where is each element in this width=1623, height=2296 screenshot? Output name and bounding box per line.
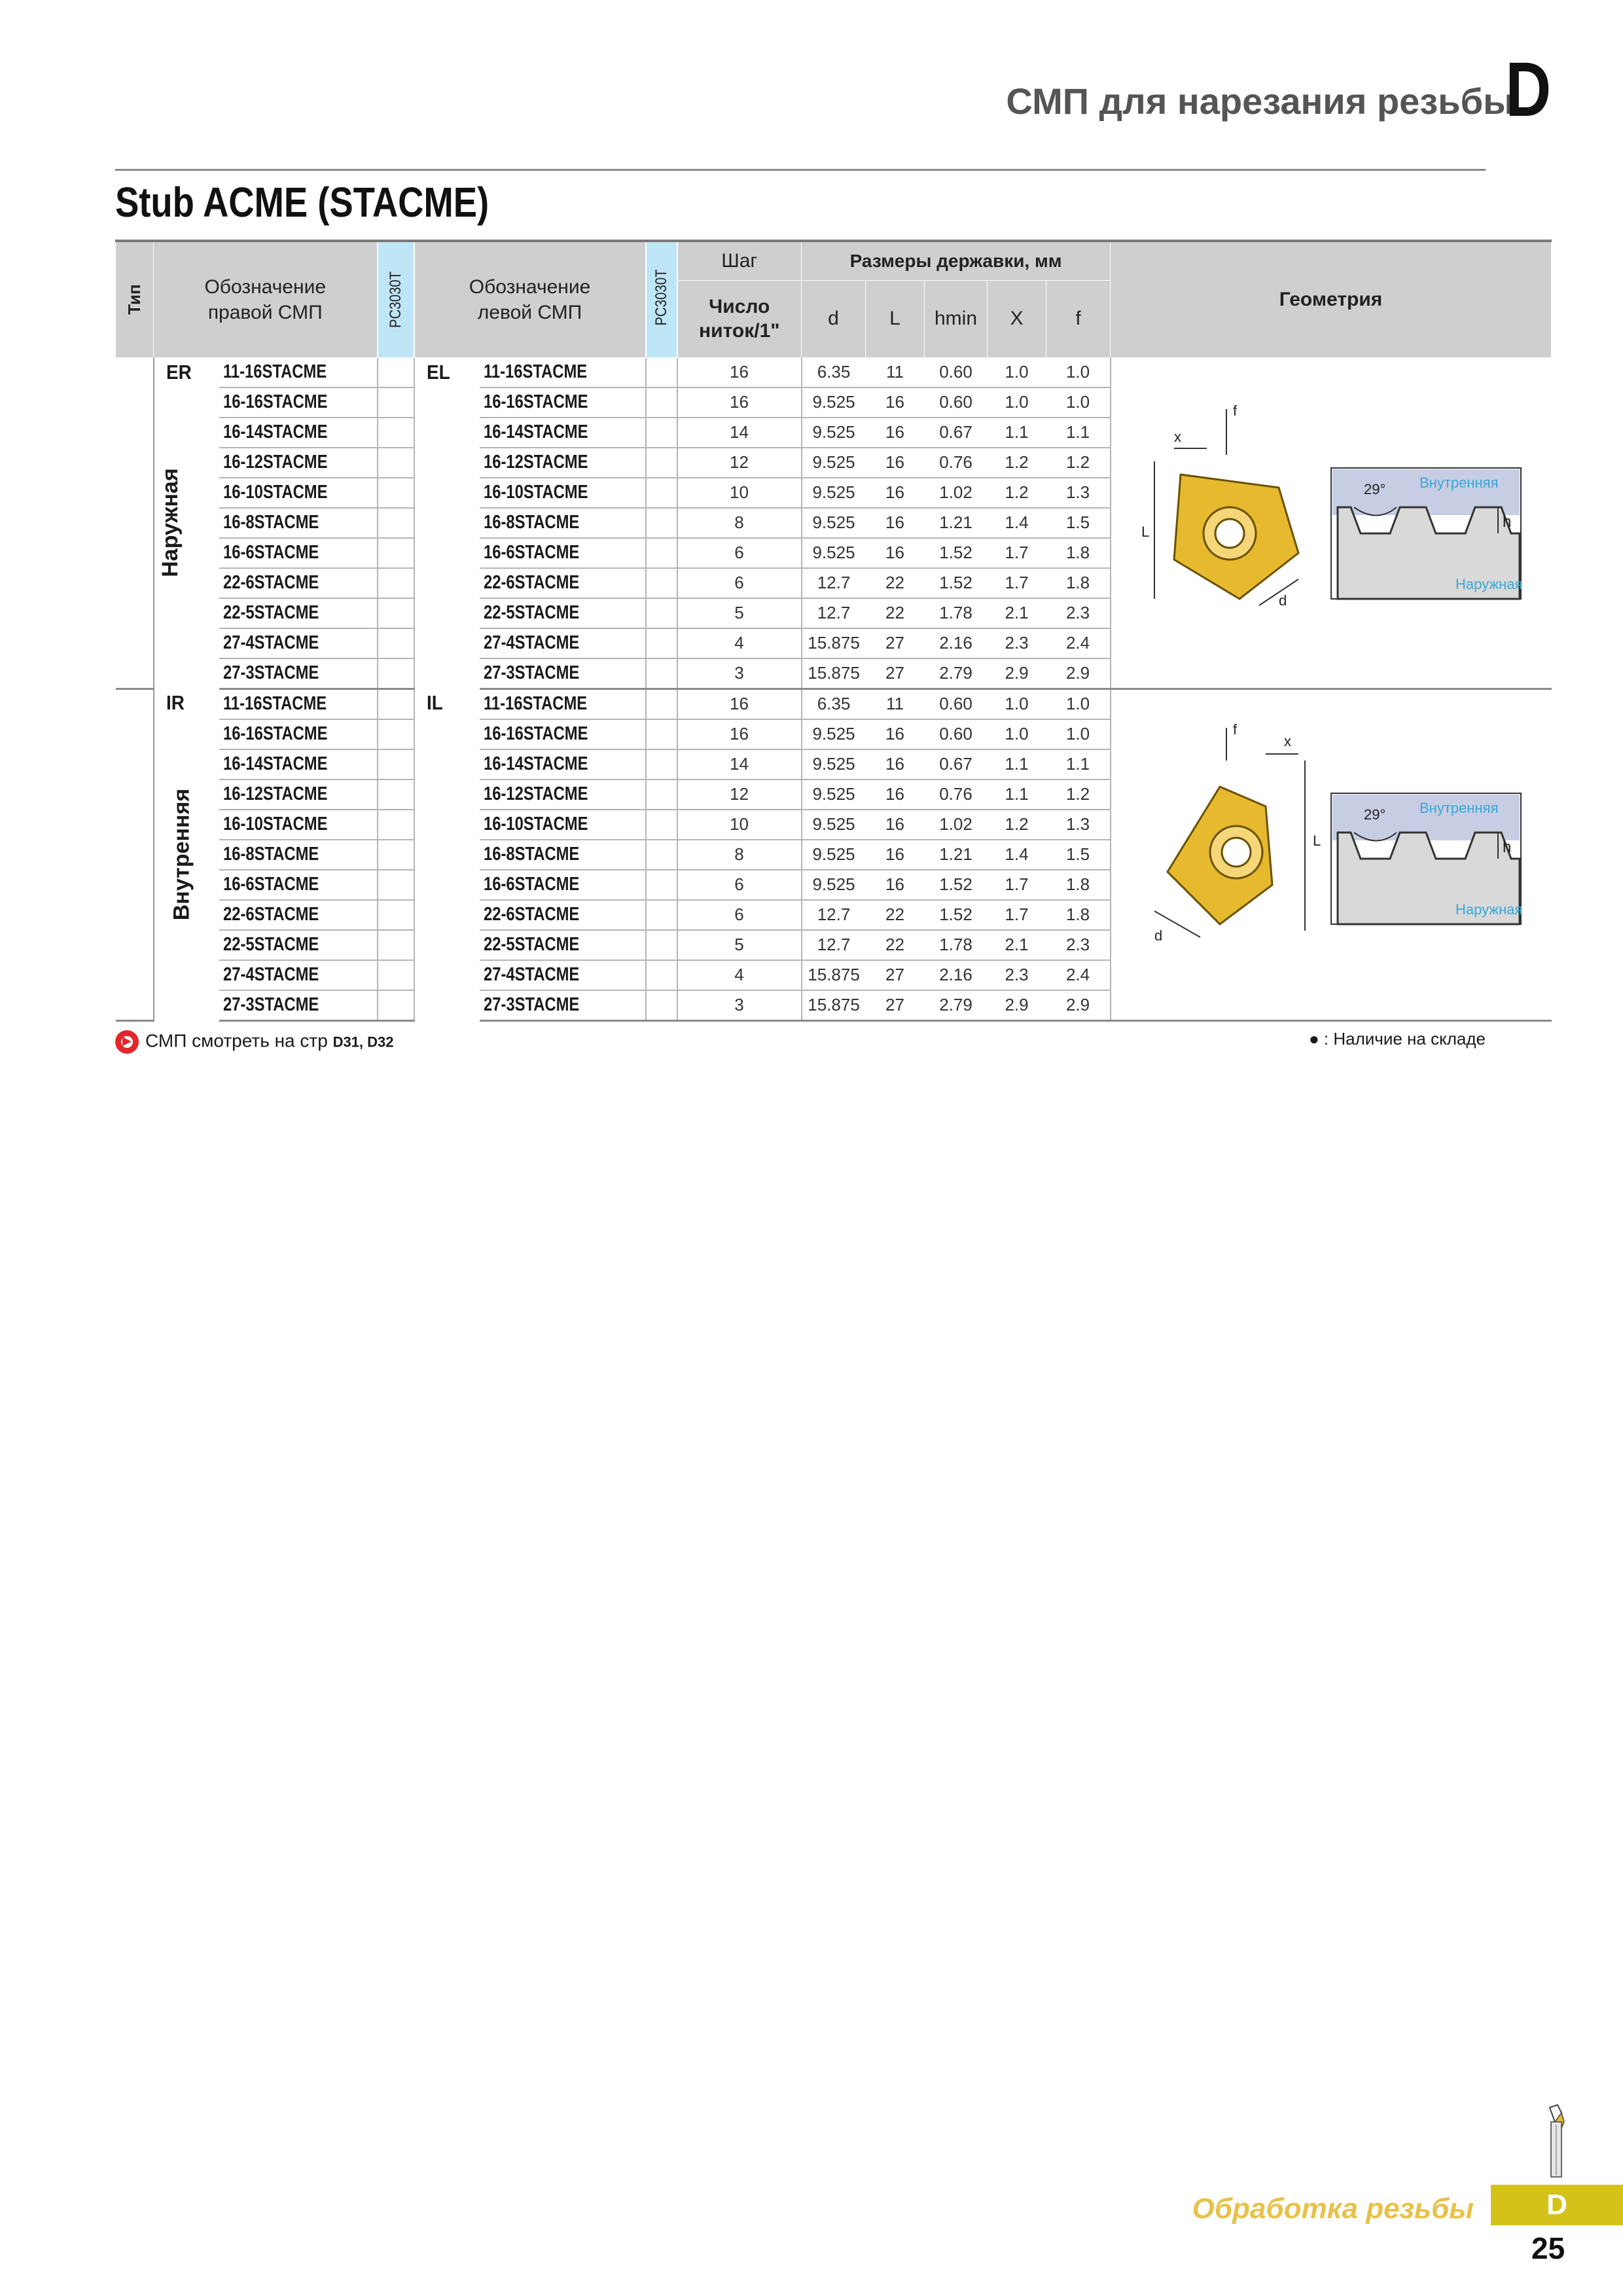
right-designation: 16-8STACME <box>219 508 378 538</box>
grade-right-availability <box>378 719 414 749</box>
dim-L: 27 <box>866 990 925 1021</box>
dim-f: 1.1 <box>1046 418 1111 448</box>
dim-f: 1.8 <box>1046 900 1111 930</box>
dim-f: 2.9 <box>1046 990 1111 1021</box>
grade-right-availability <box>378 990 414 1021</box>
insert-hole <box>1215 519 1244 548</box>
grade-right-availability <box>378 930 414 960</box>
label-external: Наружная <box>1455 576 1523 592</box>
dim-X: 1.0 <box>988 719 1046 749</box>
dim-L: 16 <box>866 418 925 448</box>
grade-right-availability <box>378 387 414 418</box>
threads-per-inch: 16 <box>677 689 802 719</box>
dim-hmin: 0.67 <box>925 749 988 780</box>
grade-left-availability <box>646 930 677 960</box>
left-designation: 22-6STACME <box>480 568 646 598</box>
dim-d: 6.35 <box>802 689 866 719</box>
header-threads-per-inch: Число ниток/1" <box>677 280 802 357</box>
thread-angle: 29° <box>1364 806 1386 823</box>
dim-X: 1.2 <box>988 448 1046 478</box>
threads-per-inch: 4 <box>677 960 802 990</box>
right-designation: 16-6STACME <box>219 538 378 568</box>
threads-per-inch: 14 <box>677 749 802 780</box>
dim-hmin: 2.16 <box>925 960 988 990</box>
right-designation: 11-16STACME <box>219 689 378 719</box>
dim-f: 2.4 <box>1046 960 1111 990</box>
right-designation: 11-16STACME <box>219 357 378 387</box>
dim-X: 1.7 <box>988 568 1046 598</box>
dim-L: 27 <box>866 960 925 990</box>
header-left-designation: Обозначение левой СМП <box>414 241 646 357</box>
dim-f: 1.8 <box>1046 870 1111 900</box>
type-label: Внутренняя <box>168 788 194 921</box>
dim-label-d: d <box>1154 927 1163 944</box>
right-designation: 16-14STACME <box>219 418 378 448</box>
dim-label-x: x <box>1174 429 1182 445</box>
dim-label-f: f <box>1233 721 1238 738</box>
dim-hmin: 0.67 <box>925 418 988 448</box>
insert-table <box>115 240 1552 1022</box>
right-designation: 27-3STACME <box>219 658 378 689</box>
dim-L: 16 <box>866 387 925 418</box>
label-internal: Внутренняя <box>1419 475 1499 491</box>
dim-label-x: x <box>1284 733 1292 749</box>
insert-table-container <box>115 240 1523 1022</box>
grade-right-availability <box>378 418 414 448</box>
right-designation: 16-14STACME <box>219 749 378 780</box>
left-designation: 27-4STACME <box>480 960 646 990</box>
left-designation: 27-3STACME <box>480 990 646 1021</box>
label-internal: Внутренняя <box>1419 800 1499 816</box>
dim-f: 1.0 <box>1046 357 1111 387</box>
chapter-title: СМП для нарезания резьбы <box>1006 81 1514 122</box>
header-grade-left: PC3030T <box>646 241 677 357</box>
dim-X: 2.3 <box>988 960 1046 990</box>
left-designation: 16-12STACME <box>480 448 646 478</box>
dim-hmin: 1.52 <box>925 870 988 900</box>
dim-hmin: 2.79 <box>925 990 988 1021</box>
internal-geometry-diagram <box>1128 715 1534 990</box>
dim-d: 9.525 <box>802 508 866 538</box>
grade-left-availability <box>646 387 677 418</box>
dim-f: 2.9 <box>1046 658 1111 689</box>
left-designation: 16-8STACME <box>480 840 646 870</box>
header-grade-right: PC3030T <box>378 241 414 357</box>
threads-per-inch: 10 <box>677 810 802 840</box>
dim-hmin: 2.79 <box>925 658 988 689</box>
left-designation: 16-14STACME <box>480 418 646 448</box>
dim-L: 16 <box>866 840 925 870</box>
dim-L: 16 <box>866 508 925 538</box>
left-designation: 16-8STACME <box>480 508 646 538</box>
dim-X: 2.9 <box>988 658 1046 689</box>
table-row <box>116 357 1552 387</box>
external-geometry-diagram <box>1128 383 1534 658</box>
grade-left-availability <box>646 870 677 900</box>
dim-L: 16 <box>866 810 925 840</box>
threads-per-inch: 8 <box>677 840 802 870</box>
grade-right-availability <box>378 900 414 930</box>
right-designation: 27-3STACME <box>219 990 378 1021</box>
dim-hmin: 1.02 <box>925 810 988 840</box>
grade-left-availability <box>646 960 677 990</box>
threads-per-inch: 12 <box>677 780 802 810</box>
grade-right-availability <box>378 870 414 900</box>
right-designation: 27-4STACME <box>219 628 378 658</box>
dim-X: 2.9 <box>988 990 1046 1021</box>
left-designation: 27-3STACME <box>480 658 646 689</box>
threads-per-inch: 6 <box>677 870 802 900</box>
page-number: 25 <box>1531 2231 1565 2265</box>
dim-f: 1.2 <box>1046 448 1111 478</box>
dim-f: 2.3 <box>1046 598 1111 628</box>
right-designation: 16-6STACME <box>219 870 378 900</box>
threads-per-inch: 6 <box>677 568 802 598</box>
grade-right-availability <box>378 538 414 568</box>
threads-per-inch: 16 <box>677 387 802 418</box>
grade-right-availability <box>378 840 414 870</box>
grade-left-availability <box>646 810 677 840</box>
right-designation: 16-16STACME <box>219 387 378 418</box>
left-designation: 16-10STACME <box>480 478 646 508</box>
dim-d: 9.525 <box>802 870 866 900</box>
right-designation: 22-5STACME <box>219 598 378 628</box>
dim-d: 12.7 <box>802 598 866 628</box>
grade-left-availability <box>646 478 677 508</box>
dim-f: 1.5 <box>1046 840 1111 870</box>
dim-hmin: 0.76 <box>925 448 988 478</box>
grade-right-availability <box>378 810 414 840</box>
dim-label-h: h <box>1503 838 1512 856</box>
dim-f: 1.8 <box>1046 538 1111 568</box>
grade-left-availability <box>646 538 677 568</box>
label-external: Наружная <box>1455 901 1523 918</box>
dim-hmin: 1.52 <box>925 538 988 568</box>
dim-f: 1.1 <box>1046 749 1111 780</box>
grade-left-availability <box>646 568 677 598</box>
right-designation: 16-10STACME <box>219 478 378 508</box>
grade-left-availability <box>646 719 677 749</box>
threads-per-inch: 3 <box>677 990 802 1021</box>
left-hand-code: IL <box>426 691 443 714</box>
left-designation: 11-16STACME <box>480 689 646 719</box>
grade-left-availability <box>646 598 677 628</box>
threads-per-inch: 6 <box>677 538 802 568</box>
dim-L: 27 <box>866 658 925 689</box>
right-designation: 27-4STACME <box>219 960 378 990</box>
grade-right-availability <box>378 448 414 478</box>
left-designation: 16-6STACME <box>480 538 646 568</box>
left-designation: 16-10STACME <box>480 810 646 840</box>
dim-d: 9.525 <box>802 448 866 478</box>
dim-d: 12.7 <box>802 900 866 930</box>
table-body <box>116 357 1552 1020</box>
threads-per-inch: 3 <box>677 658 802 689</box>
dim-d: 12.7 <box>802 930 866 960</box>
dim-X: 1.7 <box>988 870 1046 900</box>
header-X: X <box>988 280 1046 357</box>
dim-f: 2.4 <box>1046 628 1111 658</box>
dim-X: 1.7 <box>988 538 1046 568</box>
grade-right-availability <box>378 568 414 598</box>
dim-f: 1.0 <box>1046 719 1111 749</box>
dim-L: 22 <box>866 598 925 628</box>
dim-d: 9.525 <box>802 840 866 870</box>
header-f: f <box>1046 280 1111 357</box>
threading-tool-icon <box>1535 2102 1575 2184</box>
header-rule <box>115 169 1486 171</box>
dim-f: 2.3 <box>1046 930 1111 960</box>
dim-label-h: h <box>1503 513 1512 531</box>
dim-d: 9.525 <box>802 780 866 810</box>
header-hmin: hmin <box>925 280 988 357</box>
grade-left-availability <box>646 508 677 538</box>
dim-L: 16 <box>866 538 925 568</box>
header-geometry: Геометрия <box>1111 241 1552 357</box>
threads-per-inch: 16 <box>677 719 802 749</box>
grade-right-availability <box>378 508 414 538</box>
header-right-designation: Обозначение правой СМП <box>154 241 378 357</box>
grade-right-availability <box>378 658 414 689</box>
dim-d: 15.875 <box>802 990 866 1021</box>
table-row <box>116 689 1552 719</box>
left-designation: 22-5STACME <box>480 930 646 960</box>
dim-L: 22 <box>866 900 925 930</box>
threads-per-inch: 6 <box>677 900 802 930</box>
dim-X: 1.4 <box>988 840 1046 870</box>
threads-per-inch: 16 <box>677 357 802 387</box>
right-designation: 22-6STACME <box>219 568 378 598</box>
dim-d: 6.35 <box>802 357 866 387</box>
dim-X: 1.0 <box>988 357 1046 387</box>
grade-left-availability <box>646 749 677 780</box>
dim-f: 1.2 <box>1046 780 1111 810</box>
dim-L: 27 <box>866 628 925 658</box>
footer-section-label: Обработка резьбы <box>1192 2193 1474 2225</box>
grade-left-availability <box>646 418 677 448</box>
dim-X: 2.3 <box>988 628 1046 658</box>
threads-per-inch: 5 <box>677 598 802 628</box>
dim-label-f: f <box>1233 403 1238 419</box>
left-designation: 16-14STACME <box>480 749 646 780</box>
header-holder-dims: Размеры державки, мм <box>802 241 1111 280</box>
left-designation: 16-16STACME <box>480 387 646 418</box>
right-designation: 16-8STACME <box>219 840 378 870</box>
threads-per-inch: 10 <box>677 478 802 508</box>
grade-left-availability <box>646 900 677 930</box>
dim-L: 11 <box>866 357 925 387</box>
dim-X: 1.0 <box>988 387 1046 418</box>
grade-left-availability <box>646 357 677 387</box>
dim-hmin: 0.60 <box>925 387 988 418</box>
left-designation: 16-16STACME <box>480 719 646 749</box>
grade-left-availability <box>646 689 677 719</box>
dim-d: 12.7 <box>802 568 866 598</box>
header-type: Тип <box>116 241 154 357</box>
right-designation: 16-12STACME <box>219 780 378 810</box>
grade-left-availability <box>646 840 677 870</box>
left-hand-code: EL <box>426 360 450 384</box>
dim-X: 1.0 <box>988 689 1046 719</box>
arrow-circle-icon <box>115 1030 139 1054</box>
dim-hmin: 1.21 <box>925 840 988 870</box>
left-designation: 16-12STACME <box>480 780 646 810</box>
dim-X: 1.7 <box>988 900 1046 930</box>
dim-L: 11 <box>866 689 925 719</box>
footer-chapter-tab[interactable]: D <box>1491 2185 1623 2225</box>
threads-per-inch: 8 <box>677 508 802 538</box>
left-designation: 16-6STACME <box>480 870 646 900</box>
dim-L: 22 <box>866 930 925 960</box>
dim-X: 1.2 <box>988 478 1046 508</box>
grade-right-availability <box>378 780 414 810</box>
dim-f: 1.5 <box>1046 508 1111 538</box>
stock-legend: ● : Наличие на складе <box>1308 1029 1486 1049</box>
dim-L: 16 <box>866 780 925 810</box>
dim-hmin: 0.60 <box>925 719 988 749</box>
dim-X: 1.4 <box>988 508 1046 538</box>
grade-left-availability <box>646 780 677 810</box>
dim-d: 15.875 <box>802 658 866 689</box>
grade-right-availability <box>378 628 414 658</box>
dim-X: 1.1 <box>988 749 1046 780</box>
grade-right-availability <box>378 749 414 780</box>
see-pages-note <box>115 1030 394 1054</box>
dim-label-L: L <box>1141 524 1150 540</box>
dim-hmin: 1.78 <box>925 930 988 960</box>
see-pages-refs[interactable]: D31, D32 <box>332 1033 394 1050</box>
left-designation: 22-5STACME <box>480 598 646 628</box>
dim-L: 16 <box>866 870 925 900</box>
dim-hmin: 1.02 <box>925 478 988 508</box>
right-hand-code: ER <box>166 360 192 384</box>
dim-X: 2.1 <box>988 930 1046 960</box>
grade-right-availability <box>378 598 414 628</box>
dim-hmin: 1.52 <box>925 900 988 930</box>
dim-hmin: 2.16 <box>925 628 988 658</box>
dim-d: 9.525 <box>802 810 866 840</box>
left-designation: 11-16STACME <box>480 357 646 387</box>
left-code-cell <box>414 689 480 1020</box>
dim-X: 1.2 <box>988 810 1046 840</box>
dim-f: 1.3 <box>1046 478 1111 508</box>
right-designation: 16-10STACME <box>219 810 378 840</box>
chapter-letter: D <box>1505 46 1551 133</box>
dim-L: 16 <box>866 719 925 749</box>
dim-L: 22 <box>866 568 925 598</box>
header-L: L <box>866 280 925 357</box>
type-label: Наружная <box>157 468 183 577</box>
dim-X: 1.1 <box>988 780 1046 810</box>
grade-right-availability <box>378 478 414 508</box>
dim-d: 9.525 <box>802 749 866 780</box>
right-designation: 22-5STACME <box>219 930 378 960</box>
dim-d: 15.875 <box>802 960 866 990</box>
dim-hmin: 1.21 <box>925 508 988 538</box>
geometry-cell <box>1111 689 1552 1020</box>
right-designation: 22-6STACME <box>219 900 378 930</box>
dim-f: 1.8 <box>1046 568 1111 598</box>
right-hand-code: IR <box>166 691 185 714</box>
grade-left-availability <box>646 658 677 689</box>
dim-d: 9.525 <box>802 418 866 448</box>
dim-hmin: 1.78 <box>925 598 988 628</box>
grade-left-availability <box>646 448 677 478</box>
right-designation: 16-16STACME <box>219 719 378 749</box>
dim-X: 1.1 <box>988 418 1046 448</box>
dim-L: 16 <box>866 478 925 508</box>
left-code-cell <box>414 357 480 689</box>
section-title: Stub ACME (STACME) <box>115 179 490 226</box>
grade-right-availability <box>378 960 414 990</box>
left-designation: 22-6STACME <box>480 900 646 930</box>
insert-hole <box>1222 838 1251 867</box>
dim-d: 15.875 <box>802 628 866 658</box>
dim-d: 9.525 <box>802 538 866 568</box>
dim-L: 16 <box>866 749 925 780</box>
dim-d: 9.525 <box>802 719 866 749</box>
dim-hmin: 0.60 <box>925 357 988 387</box>
geometry-cell <box>1111 357 1552 689</box>
dim-d: 9.525 <box>802 387 866 418</box>
threads-per-inch: 5 <box>677 930 802 960</box>
right-designation: 16-12STACME <box>219 448 378 478</box>
threads-per-inch: 4 <box>677 628 802 658</box>
see-pages-text: СМП смотреть на стр <box>145 1030 328 1051</box>
header-d: d <box>802 280 866 357</box>
grade-right-availability <box>378 357 414 387</box>
header-pitch: Шаг <box>677 241 802 280</box>
left-designation: 27-4STACME <box>480 628 646 658</box>
dim-f: 1.0 <box>1046 689 1111 719</box>
grade-right-availability <box>378 689 414 719</box>
dim-hmin: 0.76 <box>925 780 988 810</box>
threads-per-inch: 12 <box>677 448 802 478</box>
dim-f: 1.0 <box>1046 387 1111 418</box>
thread-angle: 29° <box>1364 481 1386 497</box>
dim-hmin: 0.60 <box>925 689 988 719</box>
dim-L: 16 <box>866 448 925 478</box>
dim-hmin: 1.52 <box>925 568 988 598</box>
dim-label-L: L <box>1313 833 1321 849</box>
dim-X: 2.1 <box>988 598 1046 628</box>
dim-d: 9.525 <box>802 478 866 508</box>
dim-label-d: d <box>1279 592 1287 609</box>
grade-left-availability <box>646 628 677 658</box>
dim-f: 1.3 <box>1046 810 1111 840</box>
grade-left-availability <box>646 990 677 1021</box>
threads-per-inch: 14 <box>677 418 802 448</box>
